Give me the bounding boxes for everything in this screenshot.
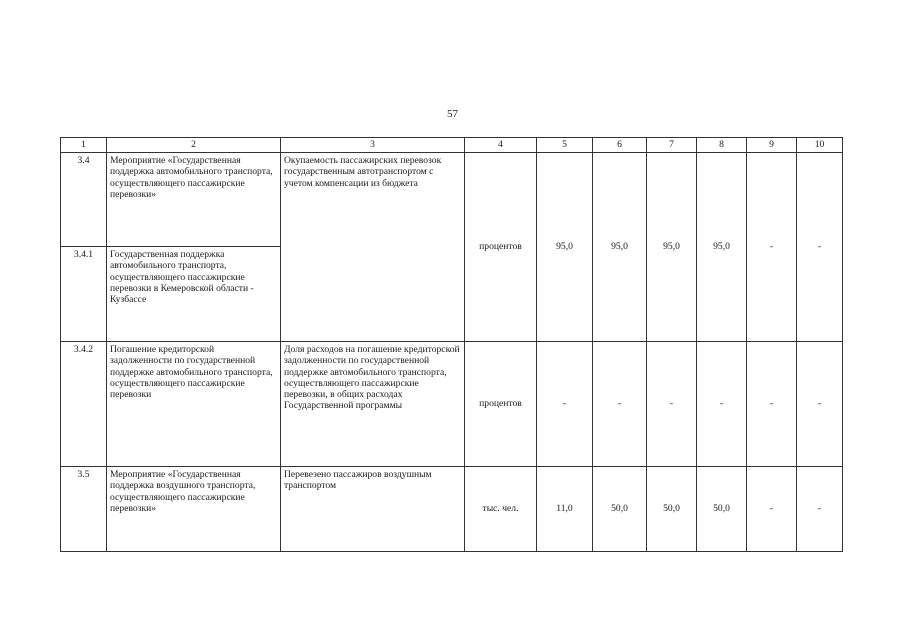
unit-cell: тыс. чел. [465,467,537,552]
value-cell: - [747,153,797,342]
event-name: Погашение кредиторской задолженности по государственной поддержке автомобильного транспорта, осуществляющего пассажирские перевозки [107,342,281,467]
row-index: 3.4.1 [61,247,107,342]
value-cell: 50,0 [697,467,747,552]
row-index: 3.4.2 [61,342,107,467]
event-name: Мероприятие «Государственная поддержка автомобильного транспорта, осуществляющего пассажирские перевозки» [107,153,281,247]
value-cell: 95,0 [697,153,747,342]
unit-cell: процентов [465,153,537,342]
value-cell: - [797,467,843,552]
value-cell: - [697,342,747,467]
table-row [61,342,843,467]
event-name: Государственная поддержка автомобильного транспорта, осуществляющего пассажирские перевозки в Кемеровской области - Кузбассе [107,247,281,342]
header-cell: 1 [61,138,107,153]
unit-cell: процентов [465,342,537,467]
value-cell: 50,0 [647,467,697,552]
value-cell: - [537,342,593,467]
value-cell: - [747,342,797,467]
value-cell: - [797,342,843,467]
header-cell: 8 [697,138,747,153]
value-cell: 95,0 [647,153,697,342]
value-cell: - [647,342,697,467]
value-cell: 95,0 [537,153,593,342]
header-cell: 6 [593,138,647,153]
value-cell: - [797,153,843,342]
header-cell: 5 [537,138,593,153]
header-cell: 7 [647,138,697,153]
header-cell: 4 [465,138,537,153]
header-cell: 3 [281,138,465,153]
value-cell: - [747,467,797,552]
value-cell: 95,0 [593,153,647,342]
header-cell: 10 [797,138,843,153]
indicator-name: Окупаемость пассажирских перевозок государственным автотранспортом с учетом компенсации из бюджета [281,153,465,342]
value-cell: 50,0 [593,467,647,552]
page-number: 57 [447,108,458,120]
indicator-name: Доля расходов на погашение кредиторской задолженности по государственной поддержке автомобильного транспорта, осуществляющего пассажирские перевозки, в общих расходах Государственной программы [281,342,465,467]
header-row [61,138,843,153]
program-table [60,137,843,552]
value-cell: 11,0 [537,467,593,552]
indicator-name: Перевезено пассажиров воздушным транспортом [281,467,465,552]
row-index: 3.4 [61,153,107,247]
row-index: 3.5 [61,467,107,552]
header-cell: 2 [107,138,281,153]
header-cell: 9 [747,138,797,153]
table-row [61,153,843,247]
table-row [61,467,843,552]
event-name: Мероприятие «Государственная поддержка воздушного транспорта, осуществляющего пассажирские перевозки» [107,467,281,552]
value-cell: - [593,342,647,467]
